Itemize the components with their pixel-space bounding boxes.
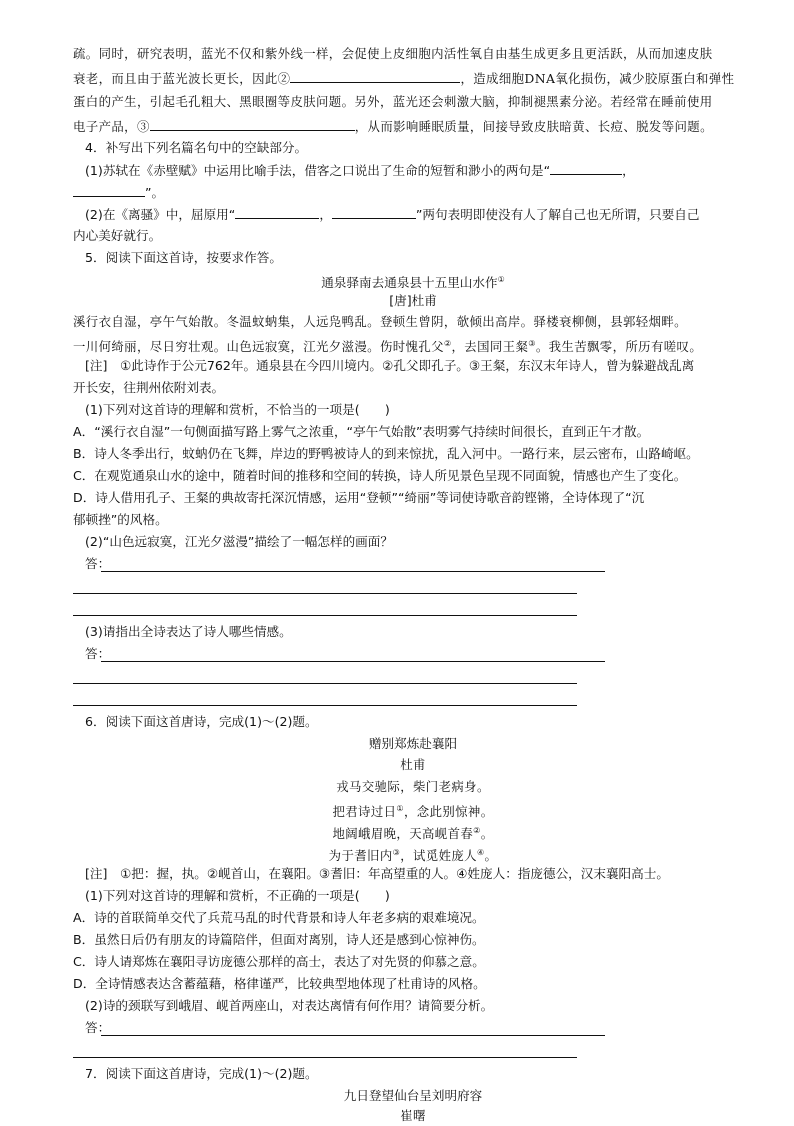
answer-line[interactable] (101, 571, 605, 572)
q6-subq-2: (2)诗的颈联写到峨眉、岘首两座山，对表达离情有何作用？请简要分析。 (85, 998, 494, 1013)
q5-option-d: D．诗人借用孔子、王粲的典故寄托深沉情感，运用“登顿”“绮丽”等词使诗歌音韵铿锵，全诗体现了“沉 (73, 490, 645, 505)
q5-heading: 5．阅读下面这首诗，按要求作答。 (85, 250, 282, 265)
passage-line-3: 蛋白的产生，引起毛孔粗大、黑眼圈等皮肤问题。另外，蓝光还会刺激大脑，抑制褪黑素分泌。若经常在睡前使用 (73, 94, 713, 109)
q6-heading: 6．阅读下面这首唐诗，完成(1)～(2)题。 (85, 714, 318, 729)
q5-subq-2: (2)“山色远寂寞，江光夕滋漫”描绘了一幅怎样的画面？ (85, 534, 393, 549)
answer-line[interactable] (73, 683, 577, 684)
q5-poem-line-2: 一川何绮丽，尽日穷壮观。山色远寂寞，江光夕滋漫。伤时愧孔父②，去国同王粲③。我生苦飘零，所历有嗟叹。 (73, 339, 703, 355)
q5-subq-1: (1)下列对这首诗的理解和赏析，不恰当的一项是( ) (85, 402, 390, 417)
q5-poem-author: [唐]杜甫 (389, 293, 437, 308)
q7-heading: 7．阅读下面这首唐诗，完成(1)～(2)题。 (85, 1066, 318, 1081)
q5-subq-3: (3)请指出全诗表达了诗人哪些情感。 (85, 624, 292, 639)
answer-line[interactable] (73, 615, 577, 616)
q6-poem-line-2: 把君诗过日①，念此别惊神。 (332, 804, 494, 820)
blank-3[interactable] (150, 116, 355, 131)
q5-option-d-cont: 郁顿挫”的风格。 (73, 512, 168, 527)
answer-line[interactable] (73, 705, 577, 706)
q4-blank-3[interactable] (235, 204, 319, 219)
q5-answer-label-2: 答： (85, 646, 111, 661)
q6-poem-author: 杜甫 (400, 757, 426, 772)
q4-item-1: (1)苏轼在《赤壁赋》中运用比喻手法，借客之口说出了生命的短暂和渺小的两句是“ ， (85, 160, 635, 181)
q5-answer-label: 答： (85, 556, 111, 571)
q6-option-b: B．虽然日后仍有朋友的诗篇陪伴，但面对离别，诗人还是感到心惊神伤。 (73, 932, 485, 947)
q6-option-c: C．诗人请郑炼在襄阳寻访庞德公那样的高士，表达了对先贤的仰慕之意。 (73, 954, 485, 969)
q6-note: [注] ①把：握，执。②岘首山，在襄阳。③耆旧：年高望重的人。④姓庞人：指庞德公，汉末襄阳高士。 (85, 866, 669, 881)
passage-line-2: 衰老，而且由于蓝光波长更长，因此② ，造成细胞DNA氧化损伤，减少胶原蛋白和弹性 (73, 68, 734, 89)
q5-poem-title: 通泉驿南去通泉县十五里山水作① (321, 275, 505, 291)
answer-line[interactable] (73, 1057, 577, 1058)
q5-poem-line-1: 溪行衣自湿，亭午气始散。冬温蚊蚋集，人远凫鸭乱。登顿生曾阴，欹倾出高岸。驿楼衰柳侧，县郭轻烟畔。 (73, 314, 687, 329)
q6-option-a: A．诗的首联简单交代了兵荒马乱的时代背景和诗人年老多病的艰难境况。 (73, 910, 485, 925)
q4-blank-4[interactable] (332, 204, 416, 219)
q7-poem-author: 崔曙 (400, 1108, 426, 1123)
q7-poem-title: 九日登望仙台呈刘明府容 (343, 1088, 483, 1103)
answer-line[interactable] (73, 593, 577, 594)
q4-item-2: (2)在《离骚》中，屈原用“ ， ”两句表明即使没有人了解自己也无所谓，只要自己 (85, 204, 700, 225)
passage-line-1: 疏。同时，研究表明，蓝光不仅和紫外线一样，会促使上皮细胞内活性氧自由基生成更多且更活跃，从而加速皮肤 (73, 46, 713, 61)
q6-poem-title: 赠别郑炼赴襄阳 (368, 736, 458, 751)
passage-line-4: 电子产品，③ ，从而影响睡眠质量，间接导致皮肤暗黄、长痘、脱发等问题。 (73, 116, 713, 137)
answer-line[interactable] (101, 1035, 605, 1036)
q6-answer-label: 答： (85, 1020, 111, 1035)
blank-2[interactable] (290, 68, 460, 83)
q4-blank-1[interactable] (550, 160, 622, 175)
q6-subq-1: (1)下列对这首诗的理解和赏析，不正确的一项是( ) (85, 888, 390, 903)
q5-note-line-2: 开长安，往荆州依附刘表。 (73, 380, 225, 395)
q5-note-line-1: [注] ①此诗作于公元762年。通泉县在今四川境内。②孔父即孔子。③王粲，东汉末年诗人，曾为躲避战乱离 (85, 358, 695, 373)
answer-line[interactable] (101, 661, 605, 662)
q5-option-a: A．“溪行衣自湿”一句侧面描写路上雾气之浓重，“亭午气始散”表明雾气持续时间很长，直到正午才散。 (73, 424, 650, 439)
q4-item-2-cont: 内心美好就行。 (73, 228, 162, 243)
q4-blank-2[interactable] (73, 182, 145, 197)
q5-option-c: C．在观览通泉山水的途中，随着时间的推移和空间的转换，诗人所见景色呈现不同面貌，情感也产生了变化。 (73, 468, 687, 483)
q4-item-1-cont: ”。 (73, 182, 164, 203)
q6-poem-line-1: 戎马交驰际，柴门老病身。 (336, 779, 490, 794)
q5-option-b: B．诗人冬季出行，蚊蚋仍在飞舞，岸边的野鸭被诗人的到来惊扰，乱入河中。一路行来，层云密布，山路崎岖。 (73, 446, 699, 461)
q6-poem-line-4: 为于耆旧内③，试觅姓庞人④。 (328, 848, 498, 864)
q4-heading: 4．补写出下列名篇名句中的空缺部分。 (85, 140, 308, 155)
q6-poem-line-3: 地阔峨眉晚，天高岘首春②。 (332, 826, 494, 842)
q6-option-d: D．全诗情感表达含蓄蕴藉，格律谨严，比较典型地体现了杜甫诗的风格。 (73, 976, 486, 991)
